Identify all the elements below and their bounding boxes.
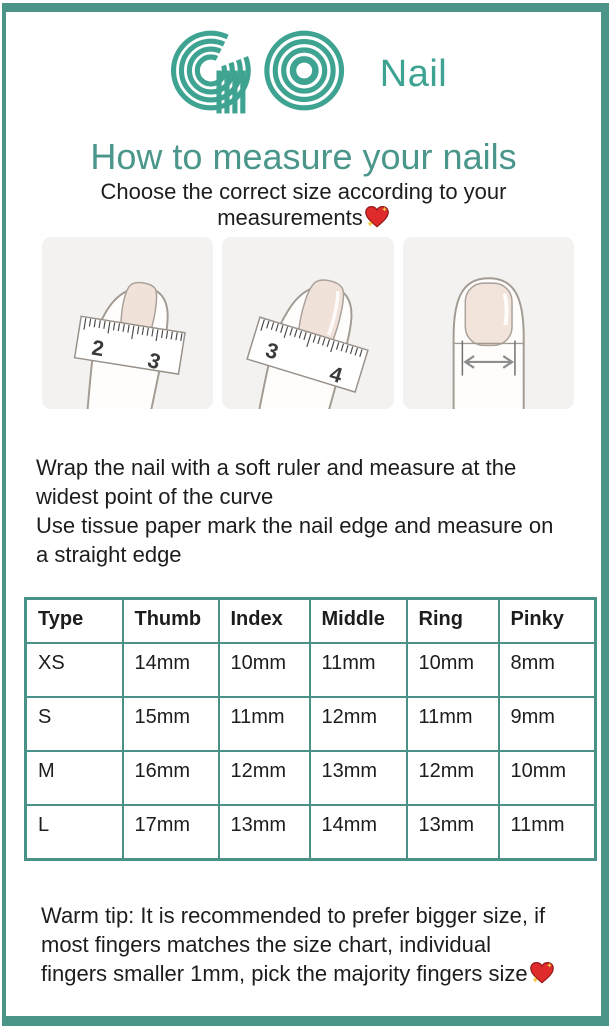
tape-number: 3 [144, 347, 164, 375]
tape-number: 3 [263, 337, 282, 365]
cell-measure: 10mm [499, 751, 596, 805]
sparkling-heart-icon [364, 205, 390, 229]
col-header-thumb: Thumb [123, 599, 219, 644]
cell-size: S [26, 697, 123, 751]
cell-measure: 17mm [123, 805, 219, 860]
brand-header [6, 22, 601, 120]
cell-measure: 12mm [219, 751, 310, 805]
instruction-line: Wrap the nail with a soft ruler and measure at the widest point of the curve [36, 455, 517, 509]
table-row-m [26, 751, 596, 805]
cell-measure: 13mm [407, 805, 499, 860]
cell-measure: 9mm [499, 697, 596, 751]
cell-size: L [26, 805, 123, 860]
tape-number: 4 [327, 361, 346, 389]
warm-tip-text: Warm tip: It is recommended to prefer bigger size, if most fingers matches the size chart, individual fingers smaller 1mm, pick the majority fingers size [41, 903, 546, 986]
col-header-ring: Ring [407, 599, 499, 644]
illustration-row [42, 237, 574, 409]
col-header-index: Index [219, 599, 310, 644]
illustration-panel-nail-width [403, 237, 574, 409]
table-row-l [26, 805, 596, 860]
go-logo-icon [160, 22, 356, 120]
cell-measure: 13mm [219, 805, 310, 860]
page-title: How to measure your nails [90, 136, 517, 177]
cell-measure: 12mm [310, 697, 407, 751]
size-chart-table [24, 597, 597, 861]
subtitle-text: Choose the correct size according to your measurements [100, 179, 507, 230]
cell-measure: 16mm [123, 751, 219, 805]
cell-measure: 10mm [219, 643, 310, 697]
cell-measure: 11mm [407, 697, 499, 751]
cell-measure: 11mm [219, 697, 310, 751]
subtitle [64, 179, 544, 231]
cell-size: M [26, 751, 123, 805]
cell-measure: 10mm [407, 643, 499, 697]
warm-tip [41, 901, 559, 988]
cell-measure: 14mm [310, 805, 407, 860]
teal-frame [2, 3, 609, 1026]
col-header-pinky: Pinky [499, 599, 596, 644]
table-row-xs [26, 643, 596, 697]
cell-measure: 12mm [407, 751, 499, 805]
cell-measure: 13mm [310, 751, 407, 805]
instructions [36, 453, 561, 569]
table-header-row [26, 599, 596, 644]
col-header-middle: Middle [310, 599, 407, 644]
sparkling-heart-icon [529, 961, 555, 985]
cell-measure: 15mm [123, 697, 219, 751]
cell-size: XS [26, 643, 123, 697]
tape-number: 2 [90, 335, 106, 362]
cell-measure: 8mm [499, 643, 596, 697]
col-header-type: Type [26, 599, 123, 644]
table-row-s [26, 697, 596, 751]
illustration-panel-wrap-ruler-2 [222, 237, 393, 409]
brand-name: Nail [379, 52, 448, 95]
cell-measure: 14mm [123, 643, 219, 697]
illustration-panel-wrap-ruler-1 [42, 237, 213, 409]
instruction-line: Use tissue paper mark the nail edge and measure on a straight edge [36, 513, 554, 567]
cell-measure: 11mm [310, 643, 407, 697]
cell-measure: 11mm [499, 805, 596, 860]
